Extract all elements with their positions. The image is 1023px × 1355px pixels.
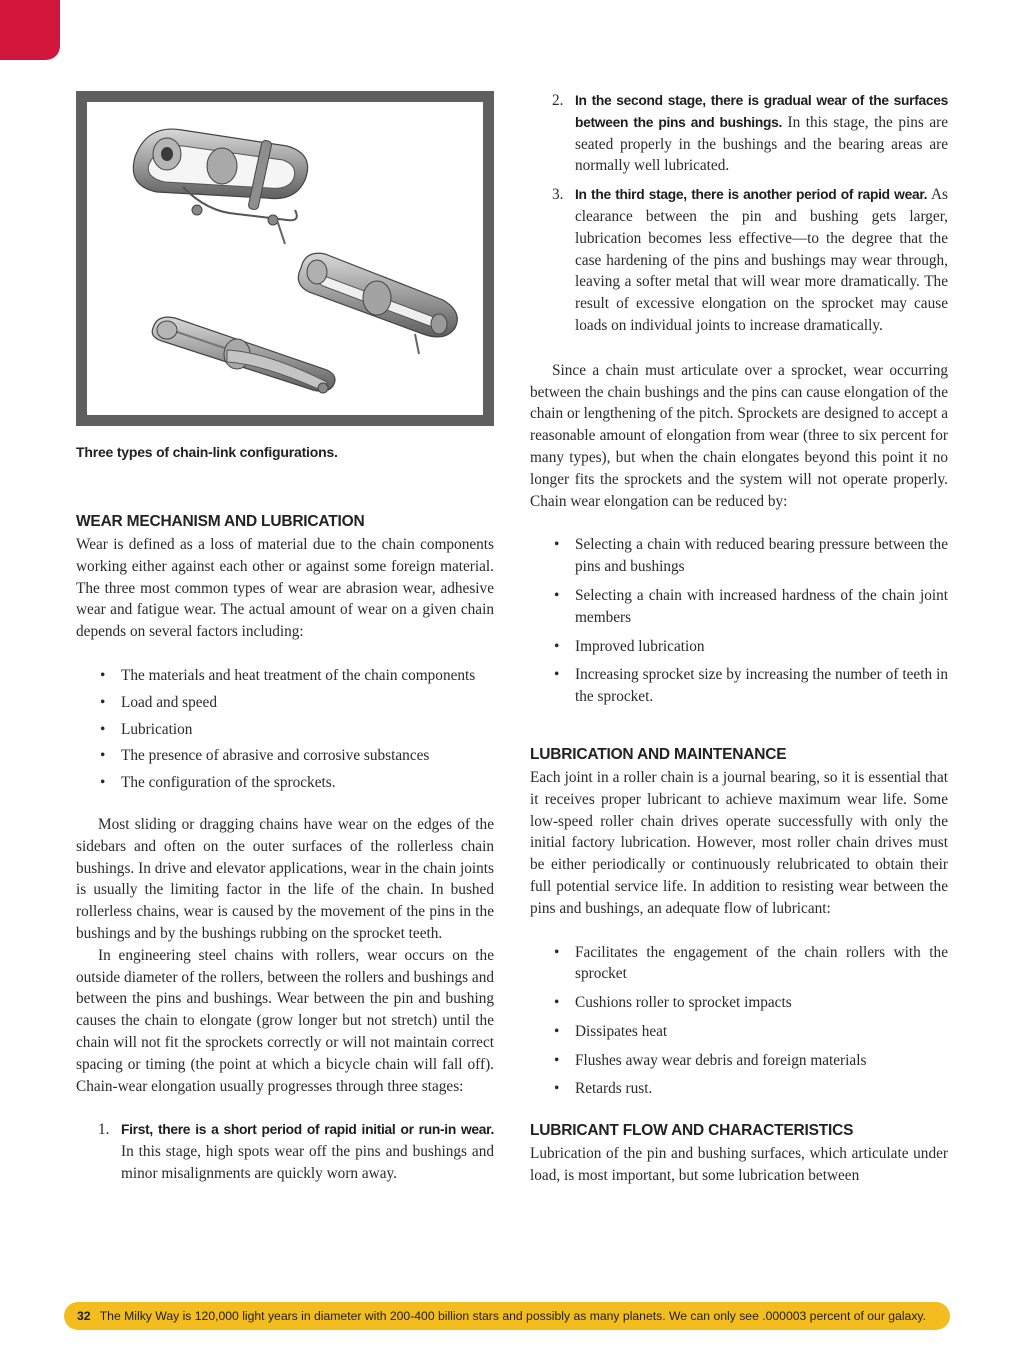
list-item: • Selecting a chain with reduced bearing pressure between the pins and bushings <box>530 534 948 578</box>
chain-links-illustration <box>87 102 483 415</box>
stage-text: In this stage, high spots wear off the pins and bushings and minor misalignments are quickly worn away. <box>121 1143 494 1182</box>
chain-links-image <box>87 102 483 415</box>
stage-text: As clearance between the pin and bushing gets larger, lubrication becomes less effective—to the degree that the case hardening of the pins and bushings may wear through, leaving a softer metal that will wear more dramatically. The result of excessive elongation on the sprocket may cause loads on individual joints to increase dramatically. <box>575 186 948 334</box>
lubricant-flow-paragraph: Lubrication of the pin and bushing surfaces, which articulate under load, is most important, but some lubrication between <box>530 1145 948 1185</box>
footer-fact-text: The Milky Way is 120,000 light years in diameter with 200-400 billion stars and possibly as many planets. We can only see .000003 percent of our galaxy. <box>99 1309 926 1323</box>
stage-bold-lead: First, there is a short period of rapid initial or run-in wear. <box>121 1122 494 1138</box>
stage-item-1 <box>76 1119 494 1184</box>
stage-text: In this stage, the pins are seated properly in the bushings and the bearing areas are normally well lubricated. <box>575 113 948 175</box>
chain-link-middle <box>298 253 457 354</box>
list-item: • The materials and heat treatment of the chain components <box>76 665 494 687</box>
list-item: • Retards rust. <box>530 1078 948 1100</box>
figure-caption: Three types of chain-link configurations. <box>76 444 338 460</box>
list-item: • Dissipates heat <box>530 1021 948 1043</box>
list-item: • Lubrication <box>76 719 494 741</box>
section-heading-lubrication: LUBRICATION AND MAINTENANCE <box>530 745 787 763</box>
section-heading-lubricant-flow: LUBRICANT FLOW AND CHARACTERISTICS <box>530 1122 854 1140</box>
chain-link-top <box>133 129 307 244</box>
list-item: • Facilitates the engagement of the chain rollers with the sprocket <box>530 942 948 986</box>
chain-link-bottom <box>152 317 335 393</box>
list-item: • Flushes away wear debris and foreign materials <box>530 1050 948 1072</box>
list-item: • The presence of abrasive and corrosive substances <box>76 745 494 767</box>
stage-bold-lead: In the third stage, there is another period of rapid wear. <box>575 187 928 203</box>
engineering-chains-paragraph: In engineering steel chains with rollers, wear occurs on the outside diameter of the rollers, between the rollers and bushings and between the pins and bushings. Wear between the pin and bushing causes the chain to elongate (grow longer but not stretch) until the chain will not fit the sprockets correctly or will not maintain correct spacing or timing (the point at which a bicycle chain will fall off). Chain-wear elongation usually progresses through three stages: <box>76 946 494 1095</box>
right-column <box>530 90 948 1187</box>
stages-list-right <box>530 90 948 337</box>
figure-frame <box>76 91 494 426</box>
list-item: • Cushions roller to sprocket impacts <box>530 992 948 1014</box>
list-item: • Load and speed <box>76 692 494 714</box>
stage-number: 2. <box>552 92 564 109</box>
stage-number: 3. <box>552 186 564 204</box>
list-item: • Increasing sprocket size by increasing the number of teeth in the sprocket. <box>530 664 948 708</box>
stages-list-left <box>76 1119 494 1184</box>
wear-intro-paragraph: Wear is defined as a loss of material due to the chain components working either against each other or against some foreign material. The three most common types of wear are abrasion wear, adhesive wear and fatigue wear. The actual amount of wear on a given chain depends on several factors including: <box>76 536 494 641</box>
list-item: • Selecting a chain with increased hardness of the chain joint members <box>530 585 948 629</box>
left-column <box>76 513 494 1185</box>
footer-fact-bar <box>64 1302 950 1330</box>
lubrication-paragraph: Each joint in a roller chain is a journal bearing, so it is essential that it receives proper lubricant to achieve maximum wear life. Some low-speed roller chain drives operate successfully with only the initial factory lubrication. However, most roller chain drives must be either periodically or continuously relubricated to obtain their full potential service life. In addition to resisting wear between the pins and bushings, an adequate flow of lubricant: <box>530 768 948 917</box>
reduce-elongation-list <box>530 534 948 708</box>
stage-item-2 <box>530 90 948 177</box>
wear-factors-list <box>76 665 494 794</box>
section-heading-wear: WEAR MECHANISM AND LUBRICATION <box>76 513 365 530</box>
corner-tab <box>0 0 60 60</box>
stage-bold-lead: In the second stage, there is gradual wear of the surfaces between the pins and bushings. <box>575 93 948 130</box>
lubricant-benefits-list <box>530 942 948 1101</box>
stage-number: 1. <box>98 1121 110 1139</box>
sprocket-paragraph: Since a chain must articulate over a sprocket, wear occurring between the chain bushings and the pins can cause elongation of the chain or lengthening of the pitch. Sprockets are designed to accept a reasonable amount of elongation from wear (three to six percent for many types), but when the chain elongates beyond this point it no longer fits the sprockets and the system will not operate properly. Chain wear elongation can be reduced by: <box>530 361 948 510</box>
list-item: • The configuration of the sprockets. <box>76 772 494 794</box>
stage-item-3 <box>530 184 948 337</box>
list-item: • Improved lubrication <box>530 636 948 658</box>
sliding-chains-paragraph: Most sliding or dragging chains have wear on the edges of the sidebars and often on the outer surfaces of the rollerless chain bushings. In drive and elevator applications, wear in the chain joints is usually the limiting factor in the life of the chain. In bushed rollerless chains, wear is caused by the movement of the pins in the bushings and by the bushings rubbing on the sprocket teeth. <box>76 815 494 942</box>
page-number: 32 <box>77 1309 91 1323</box>
